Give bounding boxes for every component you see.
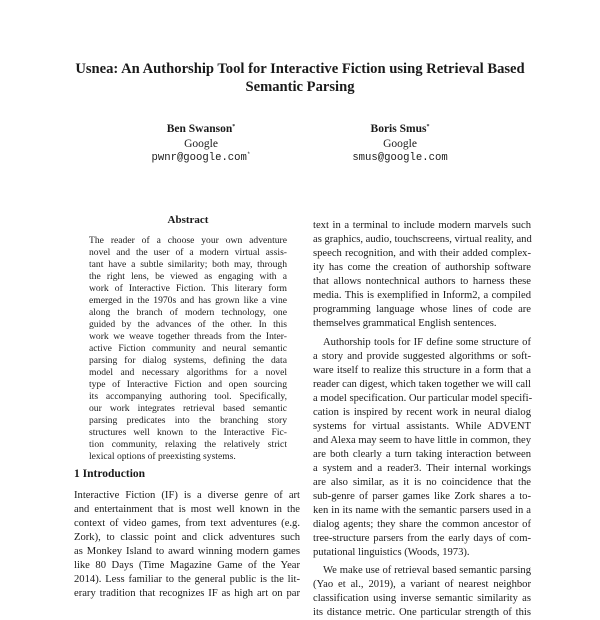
intro-line: erary tradition that recognizes IF as high art on par bbox=[74, 588, 300, 599]
abstract-line: model and necessary algorithms for a novel bbox=[89, 367, 287, 378]
abstract-line: its accompanying authoring tool. Specifically, bbox=[89, 391, 287, 402]
abstract-line: active Fiction community and neural semantic bbox=[89, 343, 287, 354]
body-line: themselves grammatical English sentences. bbox=[313, 318, 497, 329]
title-line-1: Usnea: An Authorship Tool for Interactive Fiction using Retrieval Based bbox=[75, 61, 525, 77]
body-line: (Yao et al., 2019), a variant of nearest neighbor bbox=[313, 579, 531, 590]
abstract-line: tion community, relaxing the relatively strict bbox=[89, 439, 287, 450]
body-line: text in a terminal to include modern marvels such bbox=[313, 220, 531, 231]
intro-line: and entertainment that is most well known in the bbox=[74, 504, 300, 515]
abstract-line: along the branch of modern technology, one bbox=[89, 307, 287, 318]
abstract-line: type of Interactive Fiction and open sourcing bbox=[89, 379, 287, 390]
author-name: Ben Swanson* bbox=[166, 123, 236, 135]
body-line: speech recognition, and with their added complex- bbox=[313, 248, 531, 259]
intro-line: 2014). Less familiar to the general public is the lit- bbox=[74, 574, 300, 585]
title-line-2: Semantic Parsing bbox=[245, 79, 355, 95]
paper-title bbox=[40, 60, 560, 96]
abstract-line: emerged in the 1970s and has grown like a vine bbox=[89, 295, 287, 306]
body-line: sub-genre of parser games like Zork shares a to- bbox=[313, 491, 531, 502]
author-affiliation: Google bbox=[383, 137, 417, 150]
intro-line: like 80 Days (Time Magazine Game of the Year bbox=[74, 560, 300, 571]
body-line: a story and provide suggested algorithms or soft- bbox=[313, 351, 531, 362]
section-heading-introduction: 1 Introduction bbox=[74, 468, 146, 480]
body-line: ity has come the creation of authorship software bbox=[313, 262, 531, 273]
author-affiliation: Google bbox=[184, 137, 218, 150]
author-email: pwnr@google.com* bbox=[151, 151, 251, 164]
abstract-line: structures well known to the Interactive Fic- bbox=[89, 427, 287, 438]
body-line: systems for virtual assistants. While ADVENT bbox=[313, 421, 531, 432]
abstract-line: the right lens, be viewed as engaging with a bbox=[89, 271, 287, 282]
body-line: putational linguistics (Woods, 1973). bbox=[313, 547, 470, 558]
abstract-line: parsing predicates into the branching story bbox=[89, 415, 287, 426]
body-line: We make use of retrieval based semantic parsing bbox=[323, 565, 531, 576]
body-line: a system and a reader3. Their internal workings bbox=[313, 463, 531, 474]
body-line: reader can digest, which taken together we will call bbox=[313, 379, 531, 390]
body-line: media. This is exemplified in Inform2, a compiled bbox=[313, 290, 531, 301]
body-line: tree-structure parsers from the early days of com- bbox=[313, 533, 531, 544]
body-line: a model specification. Our particular model specifi- bbox=[313, 393, 533, 404]
abstract-line: work of Interactive Fiction. This literary form bbox=[89, 283, 287, 294]
abstract-line: lexical options of preexisting systems. bbox=[89, 451, 236, 462]
author-email: smus@google.com bbox=[352, 152, 448, 164]
abstract-heading: Abstract bbox=[167, 214, 209, 226]
abstract-line: work we weave together threads from the Inter- bbox=[89, 331, 287, 342]
body-line: ken in its name with the semantic parsers used in a bbox=[313, 505, 531, 516]
body-line: that allows nontechnical authors to harness these bbox=[313, 276, 531, 287]
abstract-line: our work integrates retrieval based semantic bbox=[89, 403, 287, 414]
intro-line: Zork), to classic point and click adventures such bbox=[74, 532, 300, 543]
abstract-line: guided by the advances of the other. In this bbox=[89, 319, 287, 330]
body-line: cation is inspired by recent work in neural dialog bbox=[313, 407, 531, 418]
body-line: are also similar, as it is no coincidence that the bbox=[313, 477, 531, 488]
author-block-1 bbox=[101, 122, 301, 166]
author-name: Boris Smus* bbox=[370, 123, 430, 135]
body-line: are both clearly a turn taking interaction between bbox=[313, 449, 531, 460]
abstract-line: parsing for dialog systems, defining the data bbox=[89, 355, 287, 366]
author-block-2 bbox=[300, 122, 500, 166]
abstract-line: novel and the user of a modern virtual assis- bbox=[89, 247, 287, 258]
abstract-line: The reader of a choose your own adventure bbox=[89, 235, 287, 246]
body-line: dialog agents; they share the common ancestor of bbox=[313, 519, 531, 530]
body-line: programming language whose lines of code are bbox=[313, 304, 531, 315]
body-line: its distance metric. One particular strength of this bbox=[313, 607, 531, 618]
body-line: classification using inverse semantic similarity as bbox=[313, 593, 531, 604]
body-line: and Alexa may seem to have little in common, they bbox=[313, 435, 531, 446]
intro-line: as Monkey Island to award winning modern games bbox=[74, 546, 300, 557]
abstract-line: tant have a subtle similarity; both may, through bbox=[89, 259, 287, 270]
body-line: as graphics, audio, touchscreens, virtual reality, and bbox=[313, 234, 532, 245]
intro-line: Interactive Fiction (IF) is a diverse genre of art bbox=[74, 490, 300, 501]
intro-line: context of video games, from text adventures (e.g. bbox=[74, 518, 300, 529]
body-line: Authorship tools for IF define some structure of bbox=[323, 337, 531, 348]
body-line: ware itself to realize this structure in a form that a bbox=[313, 365, 531, 376]
